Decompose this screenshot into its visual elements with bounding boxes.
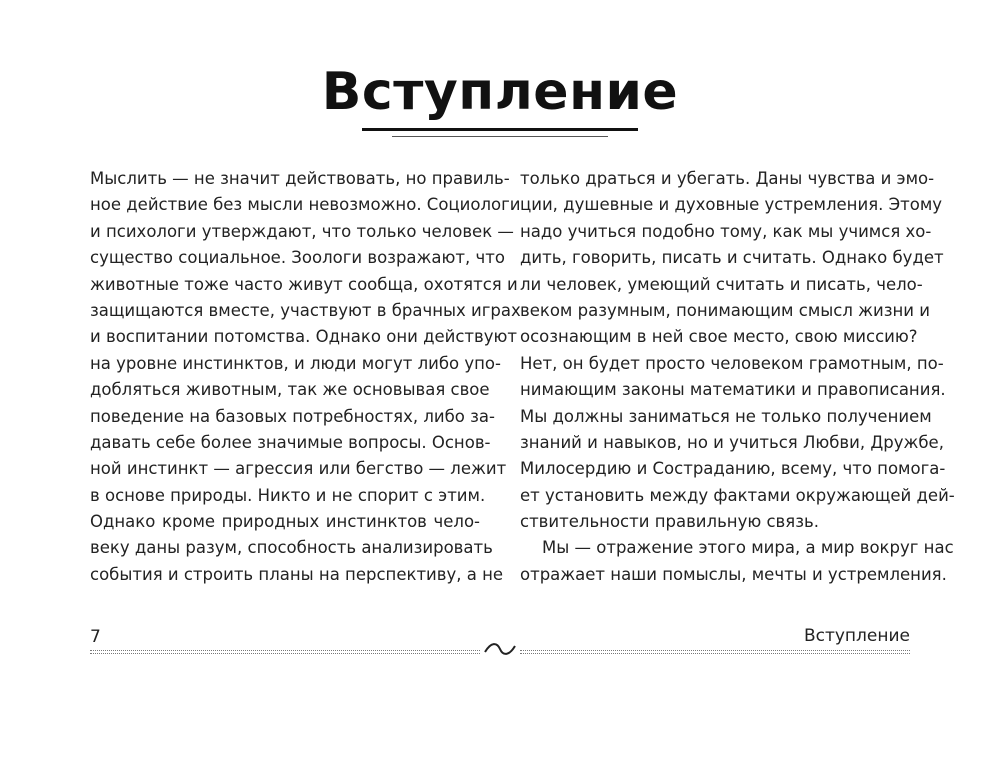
text-line: ет установить между фактами окружающей дей- bbox=[520, 485, 955, 505]
text-line: знаний и навыков, но и учиться Любви, Дружбе, bbox=[520, 432, 944, 452]
title-underline-thick bbox=[362, 128, 638, 131]
text-line: существо социальное. Зоологи возражают, что bbox=[90, 248, 505, 268]
text-line: Однако кроме природных инстинктов чело- bbox=[90, 512, 480, 532]
page-number: 7 bbox=[90, 627, 101, 647]
text-line: только драться и убегать. Даны чувства и эмо- bbox=[520, 169, 935, 188]
text-line: ции, душевные и духовные устремления. Этому bbox=[520, 195, 943, 215]
text-line: на уровне инстинктов, и люди могут либо упо- bbox=[90, 353, 501, 373]
text-line: и воспитании потомства. Однако они действуют bbox=[90, 327, 518, 347]
text-line: ли человек, умеющий считать и писать, чело- bbox=[520, 274, 923, 294]
text-line: отражает наши помыслы, мечты и устремления. bbox=[520, 564, 947, 584]
text-line: ной инстинкт — агрессия или бегство — лежит bbox=[90, 459, 507, 479]
text-line: Нет, он будет просто человеком грамотным, по- bbox=[520, 353, 944, 373]
text-line: добляться животным, так же основывая свое bbox=[90, 380, 490, 400]
text-line: давать себе более значимые вопросы. Основ- bbox=[90, 432, 491, 452]
right-text-column bbox=[520, 166, 955, 588]
text-line: в основе природы. Никто и не спорит с этим. bbox=[90, 485, 486, 505]
text-line: Милосердию и Состраданию, всему, что помога- bbox=[520, 459, 946, 479]
tilde-ornament-icon bbox=[483, 638, 517, 660]
text-line: веком разумным, понимающим смысл жизни и bbox=[520, 300, 931, 320]
text-line: ное действие без мысли невозможно. Социологи bbox=[90, 195, 521, 215]
text-line: Мы — отражение этого мира, а мир вокруг нас bbox=[542, 538, 954, 558]
text-line: ствительности правильную связь. bbox=[520, 512, 819, 532]
text-line: веку даны разум, способность анализировать bbox=[90, 538, 493, 558]
text-line: Мы должны заниматься не только получением bbox=[520, 406, 932, 426]
text-line: события и строить планы на перспективу, а не bbox=[90, 564, 504, 584]
running-head: Вступление bbox=[803, 626, 910, 646]
footer-dotted-rule-right bbox=[520, 650, 910, 654]
title-underline-thin bbox=[392, 136, 608, 137]
text-line: дить, говорить, писать и считать. Однако будет bbox=[520, 248, 944, 268]
left-text-column bbox=[90, 166, 521, 588]
text-line: нимающим законы математики и правописания. bbox=[520, 380, 946, 400]
text-line: животные тоже часто живут сообща, охотятся и bbox=[90, 274, 518, 294]
footer-dotted-rule-left bbox=[90, 650, 480, 654]
text-line: осознающим в ней свое место, свою миссию? bbox=[520, 327, 918, 347]
text-line: защищаются вместе, участвуют в брачных играх bbox=[90, 300, 521, 320]
text-line: надо учиться подобно тому, как мы учимся хо- bbox=[520, 221, 932, 241]
text-line: поведение на базовых потребностях, либо за- bbox=[90, 406, 495, 426]
text-line: Мыслить — не значит действовать, но правиль- bbox=[90, 169, 510, 188]
text-line: и психологи утверждают, что только человек — bbox=[90, 221, 514, 241]
chapter-title: Вступление bbox=[321, 62, 679, 122]
